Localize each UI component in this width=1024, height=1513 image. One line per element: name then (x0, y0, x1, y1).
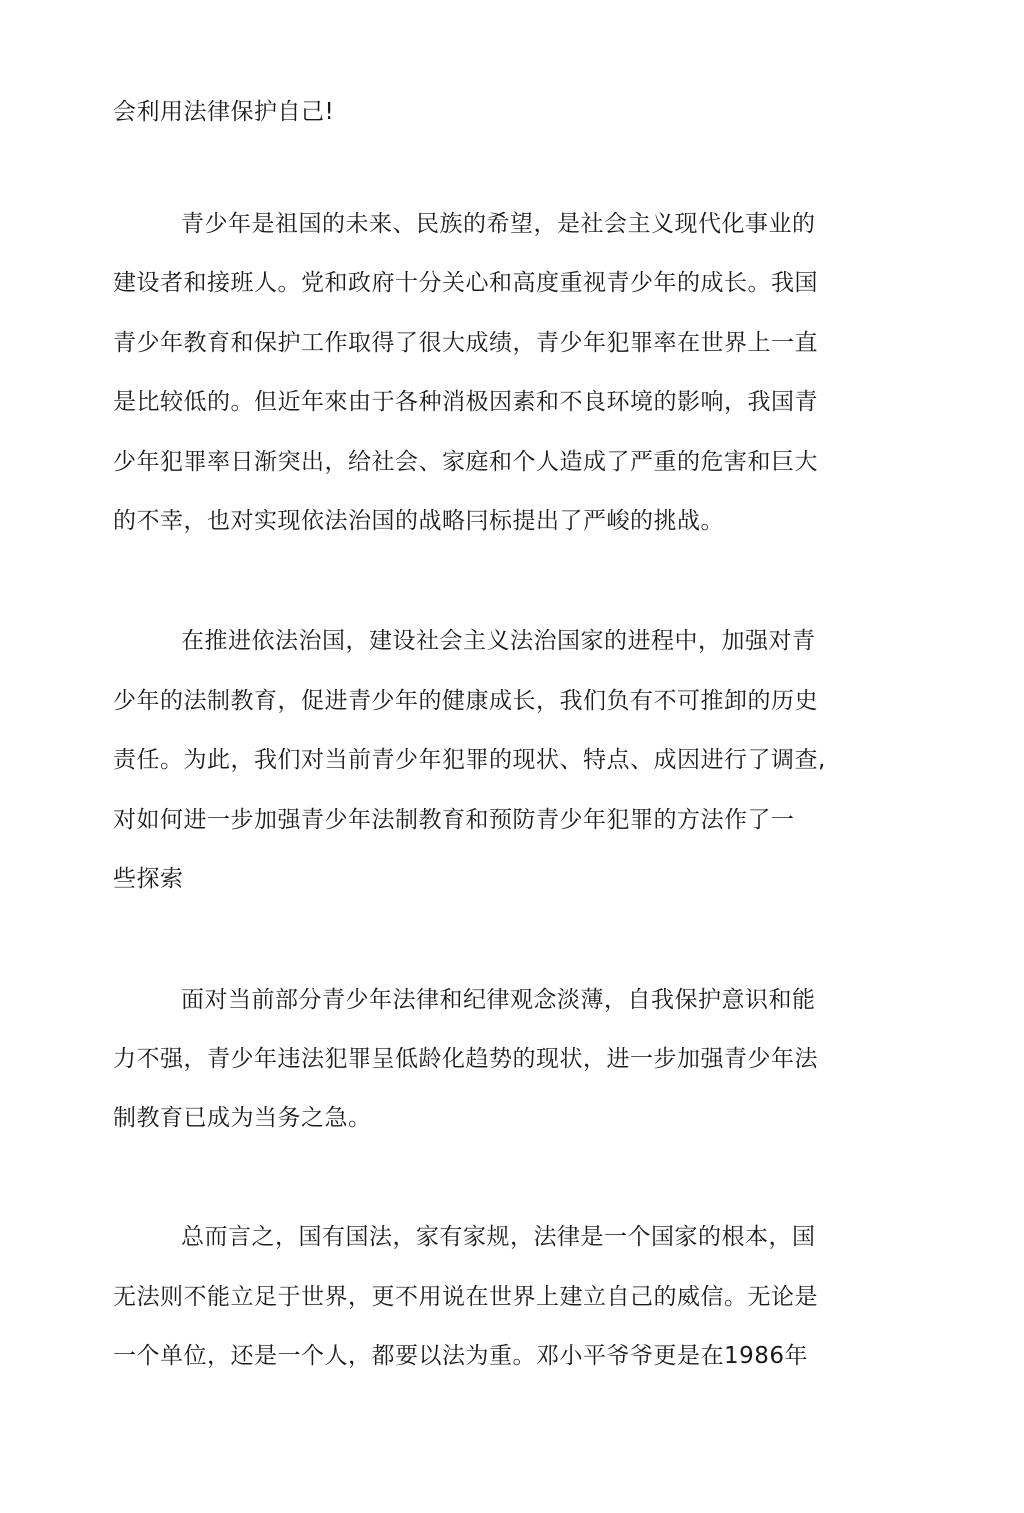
paragraph-3-line-4: 对如何进一步加强青少年法制教育和预防青少年犯罪的方法作了一 (113, 807, 795, 833)
paragraph-3-line-3: 责任。为此，我们对当前青少年犯罪的现状、特点、成因进行了调查, (113, 747, 826, 773)
paragraph-4-line-2: 力不强，青少年违法犯罪呈低龄化趋势的现状，进一步加强青少年法 (113, 1046, 818, 1072)
paragraph-3-line-2: 少年的法制教育，促进青少年的健康成长，我们负有不可推卸的历史 (113, 688, 818, 714)
paragraph-2-line-1: 青少年是祖国的未来、民族的希望，是社会主义现代化事业的 (181, 211, 816, 237)
paragraph-2-line-5: 少年犯罪率日渐突出，给社会、家庭和个人造成了严重的危害和巨大 (113, 449, 818, 475)
paragraph-2-line-3: 青少年教育和保护工作取得了很大成绩，青少年犯罪率在世界上一直 (113, 330, 818, 356)
paragraph-5-line-1: 总而言之，国有国法，家有家规，法律是一个国家的根本，国 (181, 1224, 816, 1250)
paragraph-4-line-3: 制教育已成为当务之急。 (113, 1105, 372, 1131)
paragraph-4-line-1: 面对当前部分青少年法律和纪律观念淡薄，自我保护意识和能 (181, 987, 816, 1013)
paragraph-5-line-3: 一个单位，还是一个人，都要以法为重。邓小平爷爷更是在1986年 (113, 1343, 809, 1369)
paragraph-2-line-6: 的不幸，也对实现依法治国的战略冃标提出了严峻的挑战。 (113, 508, 724, 534)
paragraph-3-line-5: 些探索 (113, 866, 184, 892)
paragraph-2-line-2: 建设者和接班人。党和政府十分关心和高度重视青少年的成长。我国 (113, 270, 818, 296)
paragraph-1-line-1: 会利用法律保护自己! (113, 99, 335, 125)
paragraph-5-line-2: 无法则不能立足于世界，更不用说在世界上建立自己的威信。无论是 (113, 1284, 818, 1310)
paragraph-3-line-1: 在推进依法治国，建设社会主义法治国家的进程中，加强对青 (181, 628, 816, 654)
paragraph-2-line-4: 是比较低的。但近年來由于各种消极因素和不良环境的影响，我国青 (113, 389, 818, 415)
